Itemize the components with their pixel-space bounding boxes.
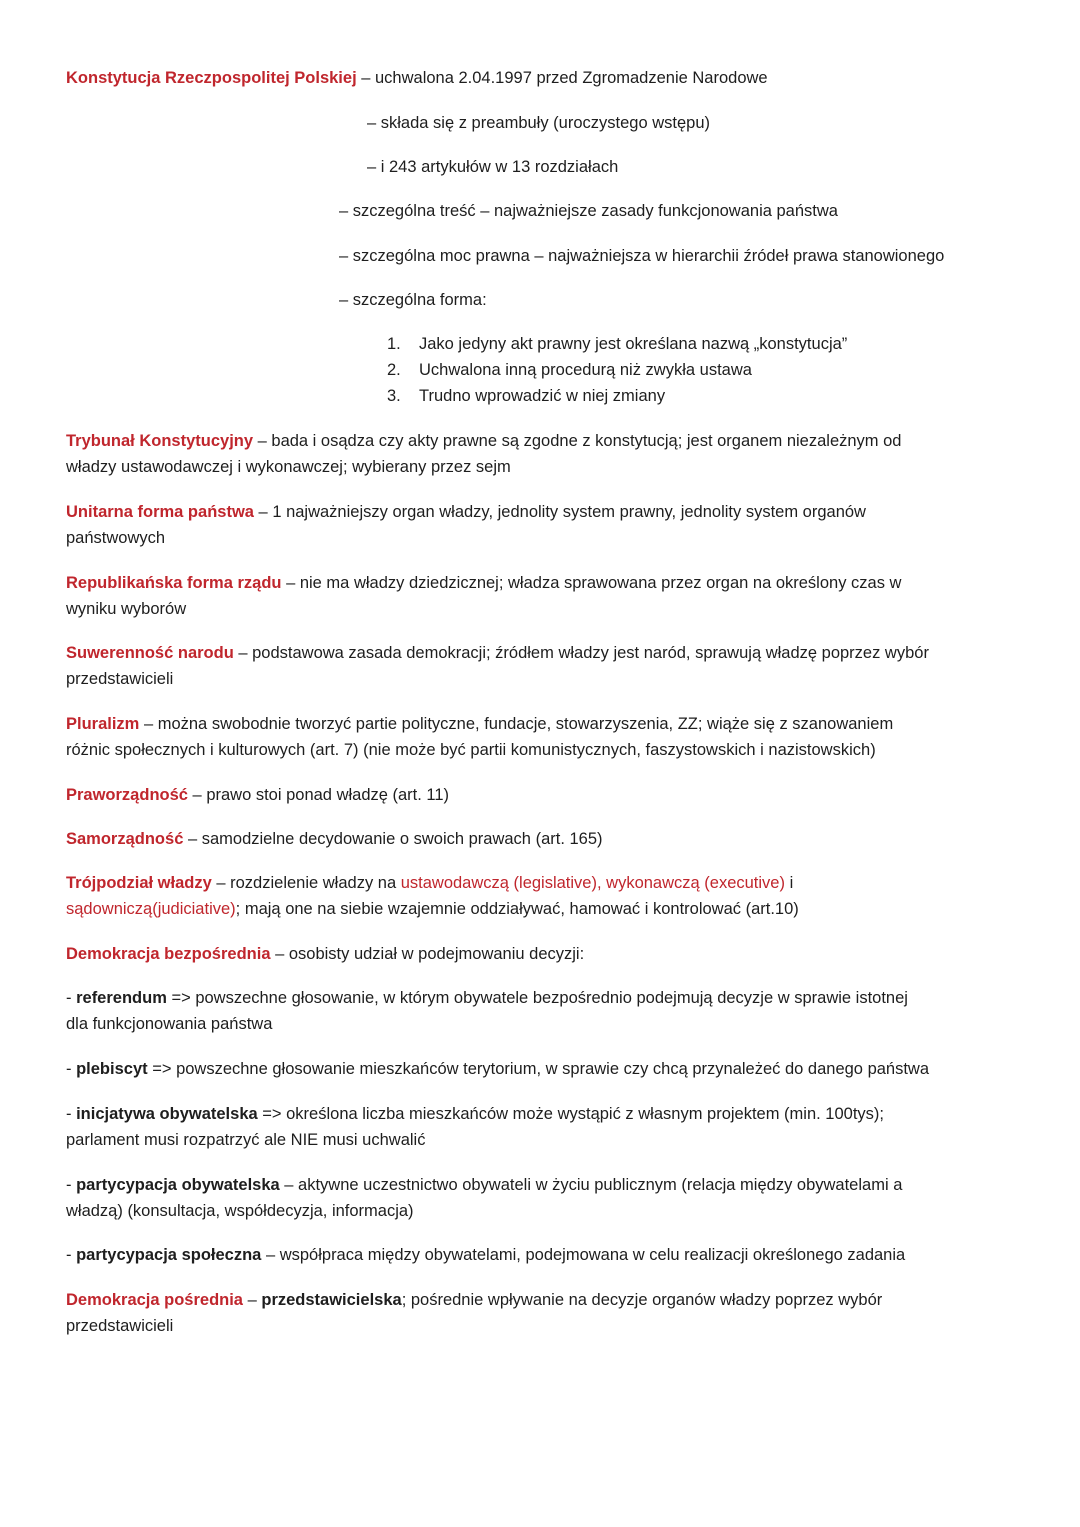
republic-term: Republikańska forma rządu xyxy=(66,574,282,592)
referendum-line-2: dla funkcjonowania państwa xyxy=(66,1015,273,1033)
unitary-term: Unitarna forma państwa xyxy=(66,503,254,521)
representative-term: przedstawicielska xyxy=(261,1291,402,1309)
numbered-list-item xyxy=(387,331,847,357)
initiative-line-1: => określona liczba mieszkańców może wystąpić z własnym projektem (min. 100tys); xyxy=(257,1105,884,1123)
constitution-sub-3: – szczególna treść – najważniejsze zasady funkcjonowania państwa xyxy=(339,202,838,220)
referendum-entry xyxy=(66,985,908,1011)
list-text: Jako jedyny akt prawny jest określana nazwą „konstytucja” xyxy=(419,335,848,353)
plebiscite-line: => powszechne głosowanie mieszkańców terytorium, w sprawie czy chcą przynależeć do danego państwa xyxy=(147,1060,930,1078)
sovereignty-line-2: przedstawicieli xyxy=(66,670,174,688)
separation-entry xyxy=(66,870,793,896)
republic-line-2: wyniku wyborów xyxy=(66,600,187,618)
pluralism-line-1: – można swobodnie tworzyć partie polityczne, fundacje, stowarzyszenia, ZZ; wiąże się z szanowaniem xyxy=(139,715,894,733)
dash: - xyxy=(66,1060,77,1078)
plebiscite-entry xyxy=(66,1056,929,1082)
pluralism-line-2: różnic społecznych i kulturowych (art. 7) (nie może być partii komunistycznych, faszystowskich i nazistowskich) xyxy=(66,741,876,759)
unitary-entry xyxy=(66,499,866,525)
list-text: Trudno wprowadzić w niej zmiany xyxy=(419,387,666,405)
unitary-line-2: państwowych xyxy=(66,529,166,547)
constitution-sub-2: – i 243 artykułów w 13 rozdziałach xyxy=(367,158,619,176)
self-government-line: – samodzielne decydowanie o swoich prawach (art. 165) xyxy=(183,830,603,848)
dash: - xyxy=(66,989,77,1007)
republic-line-1: – nie ma władzy dziedzicznej; władza sprawowana przez organ na określony czas w xyxy=(281,574,902,592)
referendum-line-1: => powszechne głosowanie, w którym obywatele bezpośrednio podejmują decyzje w sprawie istotnej xyxy=(166,989,908,1007)
initiative-term: inicjatywa obywatelska xyxy=(76,1105,258,1123)
indirect-democracy-term: Demokracja pośrednia xyxy=(66,1291,243,1309)
separator: i xyxy=(784,874,794,892)
executive-power: wykonawczą (executive) xyxy=(606,874,785,892)
dash: - xyxy=(66,1246,77,1264)
tribunal-term: Trybunał Konstytucyjny xyxy=(66,432,254,450)
separation-text: – rozdzielenie władzy na xyxy=(211,874,401,892)
rule-of-law-line: – prawo stoi ponad władzę (art. 11) xyxy=(187,786,450,804)
self-government-entry xyxy=(66,826,603,852)
pluralism-term: Pluralizm xyxy=(66,715,140,733)
initiative-line-2: parlament musi rozpatrzyć ale NIE musi uchwalić xyxy=(66,1131,426,1149)
direct-democracy-line: – osobisty udział w podejmowaniu decyzji: xyxy=(270,945,585,963)
social-participation-term: partycypacja społeczna xyxy=(76,1246,262,1264)
unitary-line-1: – 1 najważniejszy organ władzy, jednolity system prawny, jednolity system organów xyxy=(253,503,866,521)
social-participation-entry xyxy=(66,1242,905,1268)
indirect-democracy-line-1: ; pośrednie wpływanie na decyzje organów władzy poprzez wybór xyxy=(401,1291,883,1309)
civic-participation-entry xyxy=(66,1172,902,1198)
indirect-democracy-line-2: przedstawicieli xyxy=(66,1317,174,1335)
constitution-sub-5: – szczególna forma: xyxy=(339,291,487,309)
list-text: Uchwalona inną procedurą niż zwykła ustawa xyxy=(419,361,752,379)
constitution-entry xyxy=(66,65,768,91)
direct-democracy-entry xyxy=(66,941,584,967)
rule-of-law-entry xyxy=(66,782,449,808)
separation-text: ; mają one na siebie wzajemnie oddziaływać, hamować i kontrolować (art.10) xyxy=(235,900,799,918)
dash: - xyxy=(66,1105,77,1123)
constitution-term: Konstytucja Rzeczpospolitej Polskiej xyxy=(66,69,357,87)
plebiscite-term: plebiscyt xyxy=(76,1060,148,1078)
dash: – xyxy=(243,1291,262,1309)
dash: - xyxy=(66,1176,77,1194)
numbered-list-item xyxy=(387,383,665,409)
separation-term: Trójpodział władzy xyxy=(66,874,212,892)
tribunal-line-2: władzy ustawodawczej i wykonawczej; wybierany przez sejm xyxy=(66,458,511,476)
constitution-sub-1: – składa się z preambuły (uroczystego wstępu) xyxy=(367,114,710,132)
self-government-term: Samorządność xyxy=(66,830,184,848)
judicial-power: sądowniczą(judiciative) xyxy=(66,900,236,918)
civic-participation-line-1: – aktywne uczestnictwo obywateli w życiu publicznym (relacja między obywatelami a xyxy=(279,1176,903,1194)
initiative-entry xyxy=(66,1101,884,1127)
direct-democracy-term: Demokracja bezpośrednia xyxy=(66,945,271,963)
sovereignty-term: Suwerenność narodu xyxy=(66,644,234,662)
legislative-power: ustawodawczą (legislative) xyxy=(400,874,597,892)
social-participation-line: – współpraca między obywatelami, podejmowana w celu realizacji określonego zadania xyxy=(261,1246,906,1264)
civic-participation-term: partycypacja obywatelska xyxy=(76,1176,280,1194)
civic-participation-line-2: władzą) (konsultacja, współdecyzja, informacja) xyxy=(66,1202,414,1220)
republic-entry xyxy=(66,570,901,596)
constitution-sub-4: – szczególna moc prawna – najważniejsza w hierarchii źródeł prawa stanowionego xyxy=(339,247,945,265)
list-number: 1. xyxy=(387,335,401,353)
indirect-democracy-entry xyxy=(66,1287,882,1313)
constitution-definition: – uchwalona 2.04.1997 przed Zgromadzenie Narodowe xyxy=(356,69,768,87)
referendum-term: referendum xyxy=(76,989,167,1007)
list-number: 3. xyxy=(387,387,401,405)
tribunal-line-1: – bada i osądza czy akty prawne są zgodne z konstytucją; jest organem niezależnym od xyxy=(253,432,902,450)
tribunal-entry xyxy=(66,428,902,454)
numbered-list-item xyxy=(387,357,752,383)
pluralism-entry xyxy=(66,711,893,737)
separator: , xyxy=(596,874,607,892)
list-number: 2. xyxy=(387,361,401,379)
sovereignty-entry xyxy=(66,640,929,666)
rule-of-law-term: Praworządność xyxy=(66,786,188,804)
separation-line-2 xyxy=(66,896,799,922)
sovereignty-line-1: – podstawowa zasada demokracji; źródłem władzy jest naród, sprawują władzę poprzez wybór xyxy=(233,644,929,662)
